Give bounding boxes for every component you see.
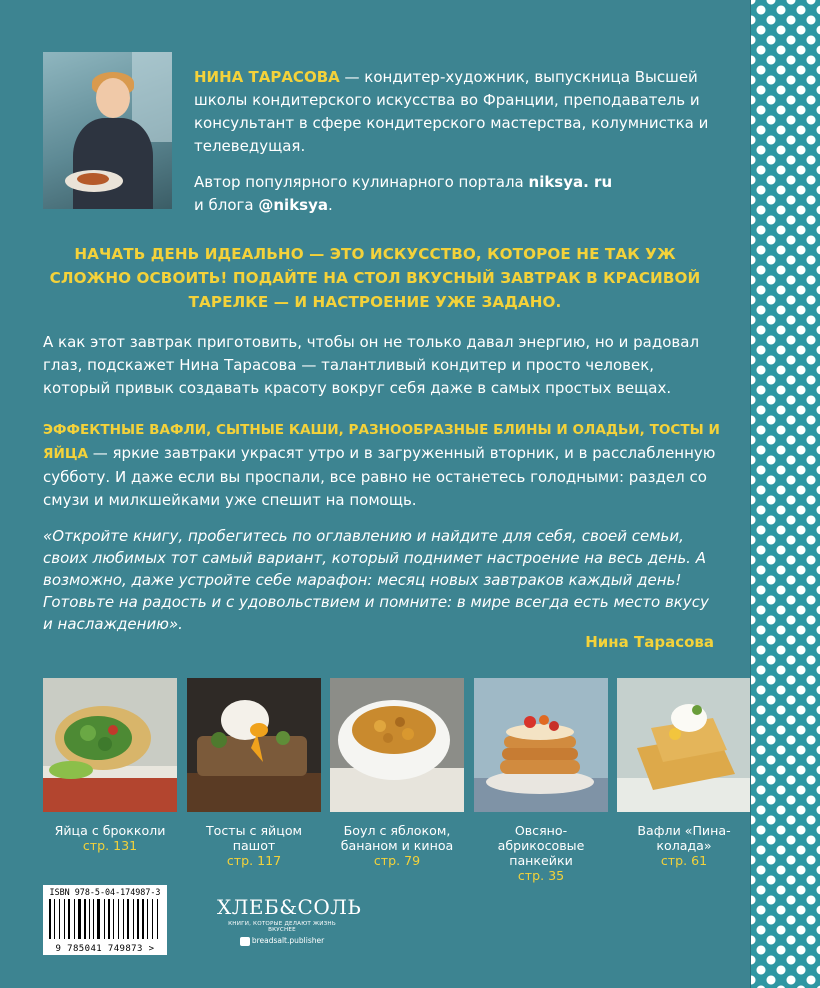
dish-photo-eggs-broccoli	[43, 678, 177, 812]
publisher-logo	[217, 895, 362, 946]
polka-dot-spine-pattern	[750, 0, 820, 988]
contents-text: — яркие завтраки украсят утро и в загруженный вторник, и в расслабленную субботу. И даже если вы проспали, все равно не останетесь голодными: раздел со смузи и милкшейками уже спешит на помощь.	[43, 444, 716, 509]
portal-prefix: Автор популярного кулинарного портала	[194, 173, 529, 191]
publisher-social	[217, 936, 347, 946]
dish-title: Боул с яблоком, бананом и киноа	[340, 823, 454, 853]
blog-suffix: .	[328, 196, 333, 214]
dish-title: Тосты с яйцом пашот	[205, 823, 303, 853]
dish-page: стр. 35	[517, 868, 565, 883]
dish-page: стр. 117	[226, 853, 282, 868]
quote-signature: Нина Тарасова	[585, 633, 714, 651]
isbn-number: ISBN 978-5-04-174987-3	[49, 887, 161, 897]
publisher-social-handle: breadsalt.publisher	[251, 936, 325, 945]
author-bio-text: — кондитер-художник, выпускница Высшей школы кондитерского искусства во Франции, преподаватель и консультант в сфере кондитерского мастерства, колумнистка и телеведущая.	[194, 68, 709, 155]
isbn-barcode	[43, 885, 167, 955]
dish-photo-poached-toast	[187, 678, 321, 812]
contents-paragraph	[43, 418, 723, 512]
dish-photo-pancakes	[474, 678, 608, 812]
publisher-name: ХЛЕБ&СОЛЬ	[217, 895, 362, 919]
author-name: НИНА ТАРАСОВА	[194, 68, 340, 86]
ean-number: 9 785041 749873 >	[55, 944, 155, 954]
barcode-bars	[49, 899, 161, 943]
author-photo	[43, 52, 172, 209]
description-paragraph: А как этот завтрак приготовить, чтобы он не только давал энергию, но и радовал глаз, подскажет Нина Тарасова — талантливый кондитер и просто человек, который привык создавать красоту вокруг себя даже в самых простых вещах.	[43, 333, 700, 397]
blog-link: @niksya	[258, 196, 328, 214]
dish-title: Вафли «Пина-колада»	[637, 823, 731, 853]
dish-title: Яйца с брокколи	[54, 823, 166, 838]
blog-prefix: и блога	[194, 196, 259, 214]
vk-icon	[240, 937, 250, 946]
dish-photo-apple-quinoa-bowl	[330, 678, 464, 812]
publisher-tagline: КНИГИ, КОТОРЫЕ ДЕЛАЮТ ЖИЗНЬ ВКУСНЕЕ	[228, 921, 336, 933]
dish-page: стр. 131	[82, 838, 138, 853]
dish-title: Овсяно-абрикосовые панкейки	[497, 823, 585, 868]
author-bio	[194, 66, 734, 230]
dish-caption-3	[336, 823, 458, 868]
dish-page: стр. 61	[660, 853, 708, 868]
author-quote: «Откройте книгу, пробегитесь по оглавлению и найдите для себя, своей семьи, своих любимых тот самый вариант, который поднимет настроение на весь день. А возможно, даже устройте себе марафон: месяц новых завтраков каждый день! Готовьте на радость и с удовольствием и помните: в мире всегда есть место вкусу и наслаждению».	[43, 527, 709, 633]
dish-caption-4	[488, 823, 594, 883]
dish-caption-2	[183, 823, 325, 868]
dish-photo-pina-colada-waffles	[617, 678, 750, 812]
dish-caption-1	[43, 823, 177, 853]
contents-highlight: ЭФФЕКТНЫЕ ВАФЛИ, СЫТНЫЕ КАШИ, РАЗНООБРАЗНЫЕ БЛИНЫ И ОЛАДЬИ, ТОСТЫ И ЯЙЦА	[43, 422, 720, 462]
portal-link: niksya. ru	[528, 173, 613, 191]
slogan: НАЧАТЬ ДЕНЬ ИДЕАЛЬНО — ЭТО ИСКУССТВО, КОТОРОЕ НЕ ТАК УЖ СЛОЖНО ОСВОИТЬ! ПОДАЙТЕ НА СТОЛ ВКУСНЫЙ ЗАВТРАК В КРАСИВОЙ ТАРЕЛКЕ — И НАСТРОЕНИЕ УЖЕ ЗАДАНО.	[49, 245, 701, 311]
dish-caption-5	[632, 823, 736, 868]
author-description	[194, 66, 734, 158]
author-links	[194, 171, 734, 217]
dish-page: стр. 79	[373, 853, 421, 868]
